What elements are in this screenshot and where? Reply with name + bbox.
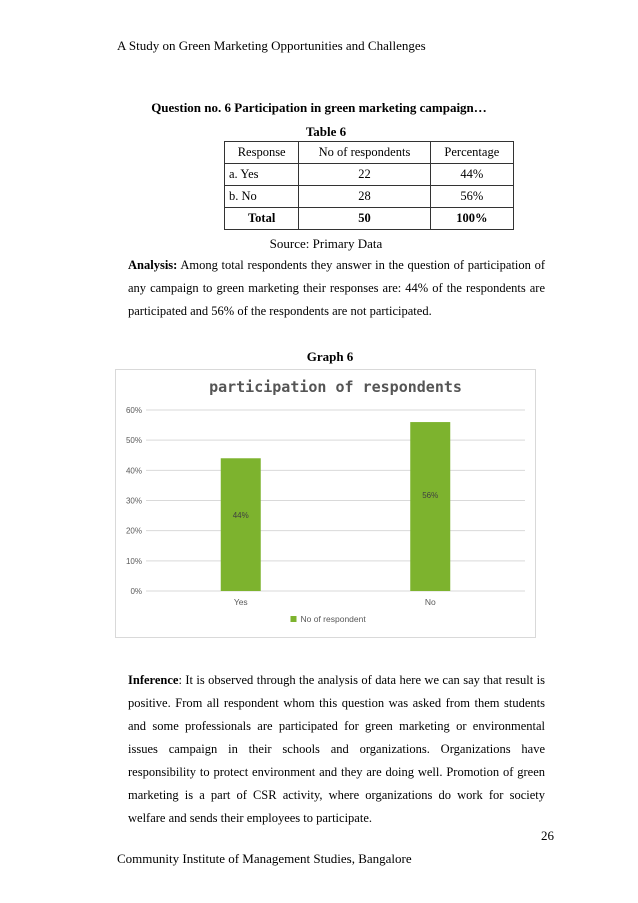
cell-response: a. Yes [225,164,299,186]
cell-percentage: 56% [430,186,513,208]
graph-title: Graph 6 [306,349,354,364]
cell-respondents: 22 [299,164,430,186]
bar [221,458,261,591]
x-tick-label: Yes [233,597,248,607]
running-footer: Community Institute of Management Studies, Bangalore [117,851,412,866]
table-total-row [225,208,514,230]
cell-response: b. No [225,186,299,208]
col-header-percentage: Percentage [430,142,513,164]
col-header-respondents: No of respondents [299,142,430,164]
cell-total-percentage: 100% [430,208,513,230]
question-heading: Question no. 6 Participation in green marketing campaign… [151,100,487,115]
analysis-text: Among total respondents they answer in the question of participation of any campaign to green marketing their responses are: 44% of the respondents are participated and 56% of the respondents are not participated. [128,258,545,318]
y-tick-label: 50% [125,436,142,446]
chart-title: participation of respondents [209,378,462,396]
col-header-response: Response [225,142,299,164]
y-tick-label: 10% [125,556,142,566]
page-number: 26 [541,828,554,843]
y-tick-label: 0% [130,587,142,596]
legend-label: No of respondent [300,614,366,624]
data-label: 56% [422,491,439,501]
cell-percentage: 44% [430,164,513,186]
y-tick-label: 60% [125,406,142,415]
table-row [225,186,514,208]
table-row [225,164,514,186]
y-tick-label: 30% [125,496,142,506]
cell-total-respondents: 50 [299,208,430,230]
response-table [224,141,514,230]
cell-respondents: 28 [299,186,430,208]
analysis-label: Analysis: [128,258,178,272]
legend-swatch [291,616,297,622]
chart-container [115,369,536,638]
table-header-row [225,142,514,164]
bar-chart [116,370,535,637]
y-tick-label: 40% [125,466,142,476]
y-tick-label: 20% [125,526,142,536]
inference-text: : It is observed through the analysis of data here we can say that result is positive. From all respondent whom this question was asked from them students and some professionals are participated for green marketing or environmental issues campaign in their schools and organizations. Organizations have responsibility to protect environment and they are doing well. Promotion of green marketing is a part of CSR activity, where organizations do work for society welfare and sends their employees to participate. [128,673,545,825]
running-header: A Study on Green Marketing Opportunities and Challenges [117,38,426,53]
data-label: 44% [232,510,249,520]
cell-total-label: Total [225,208,299,230]
table-title: Table 6 [305,124,347,139]
inference-paragraph [128,669,545,830]
table-source: Source: Primary Data [269,236,383,251]
inference-label: Inference [128,673,179,687]
bar [410,422,450,591]
x-tick-label: No [424,597,436,607]
analysis-paragraph [128,254,545,323]
